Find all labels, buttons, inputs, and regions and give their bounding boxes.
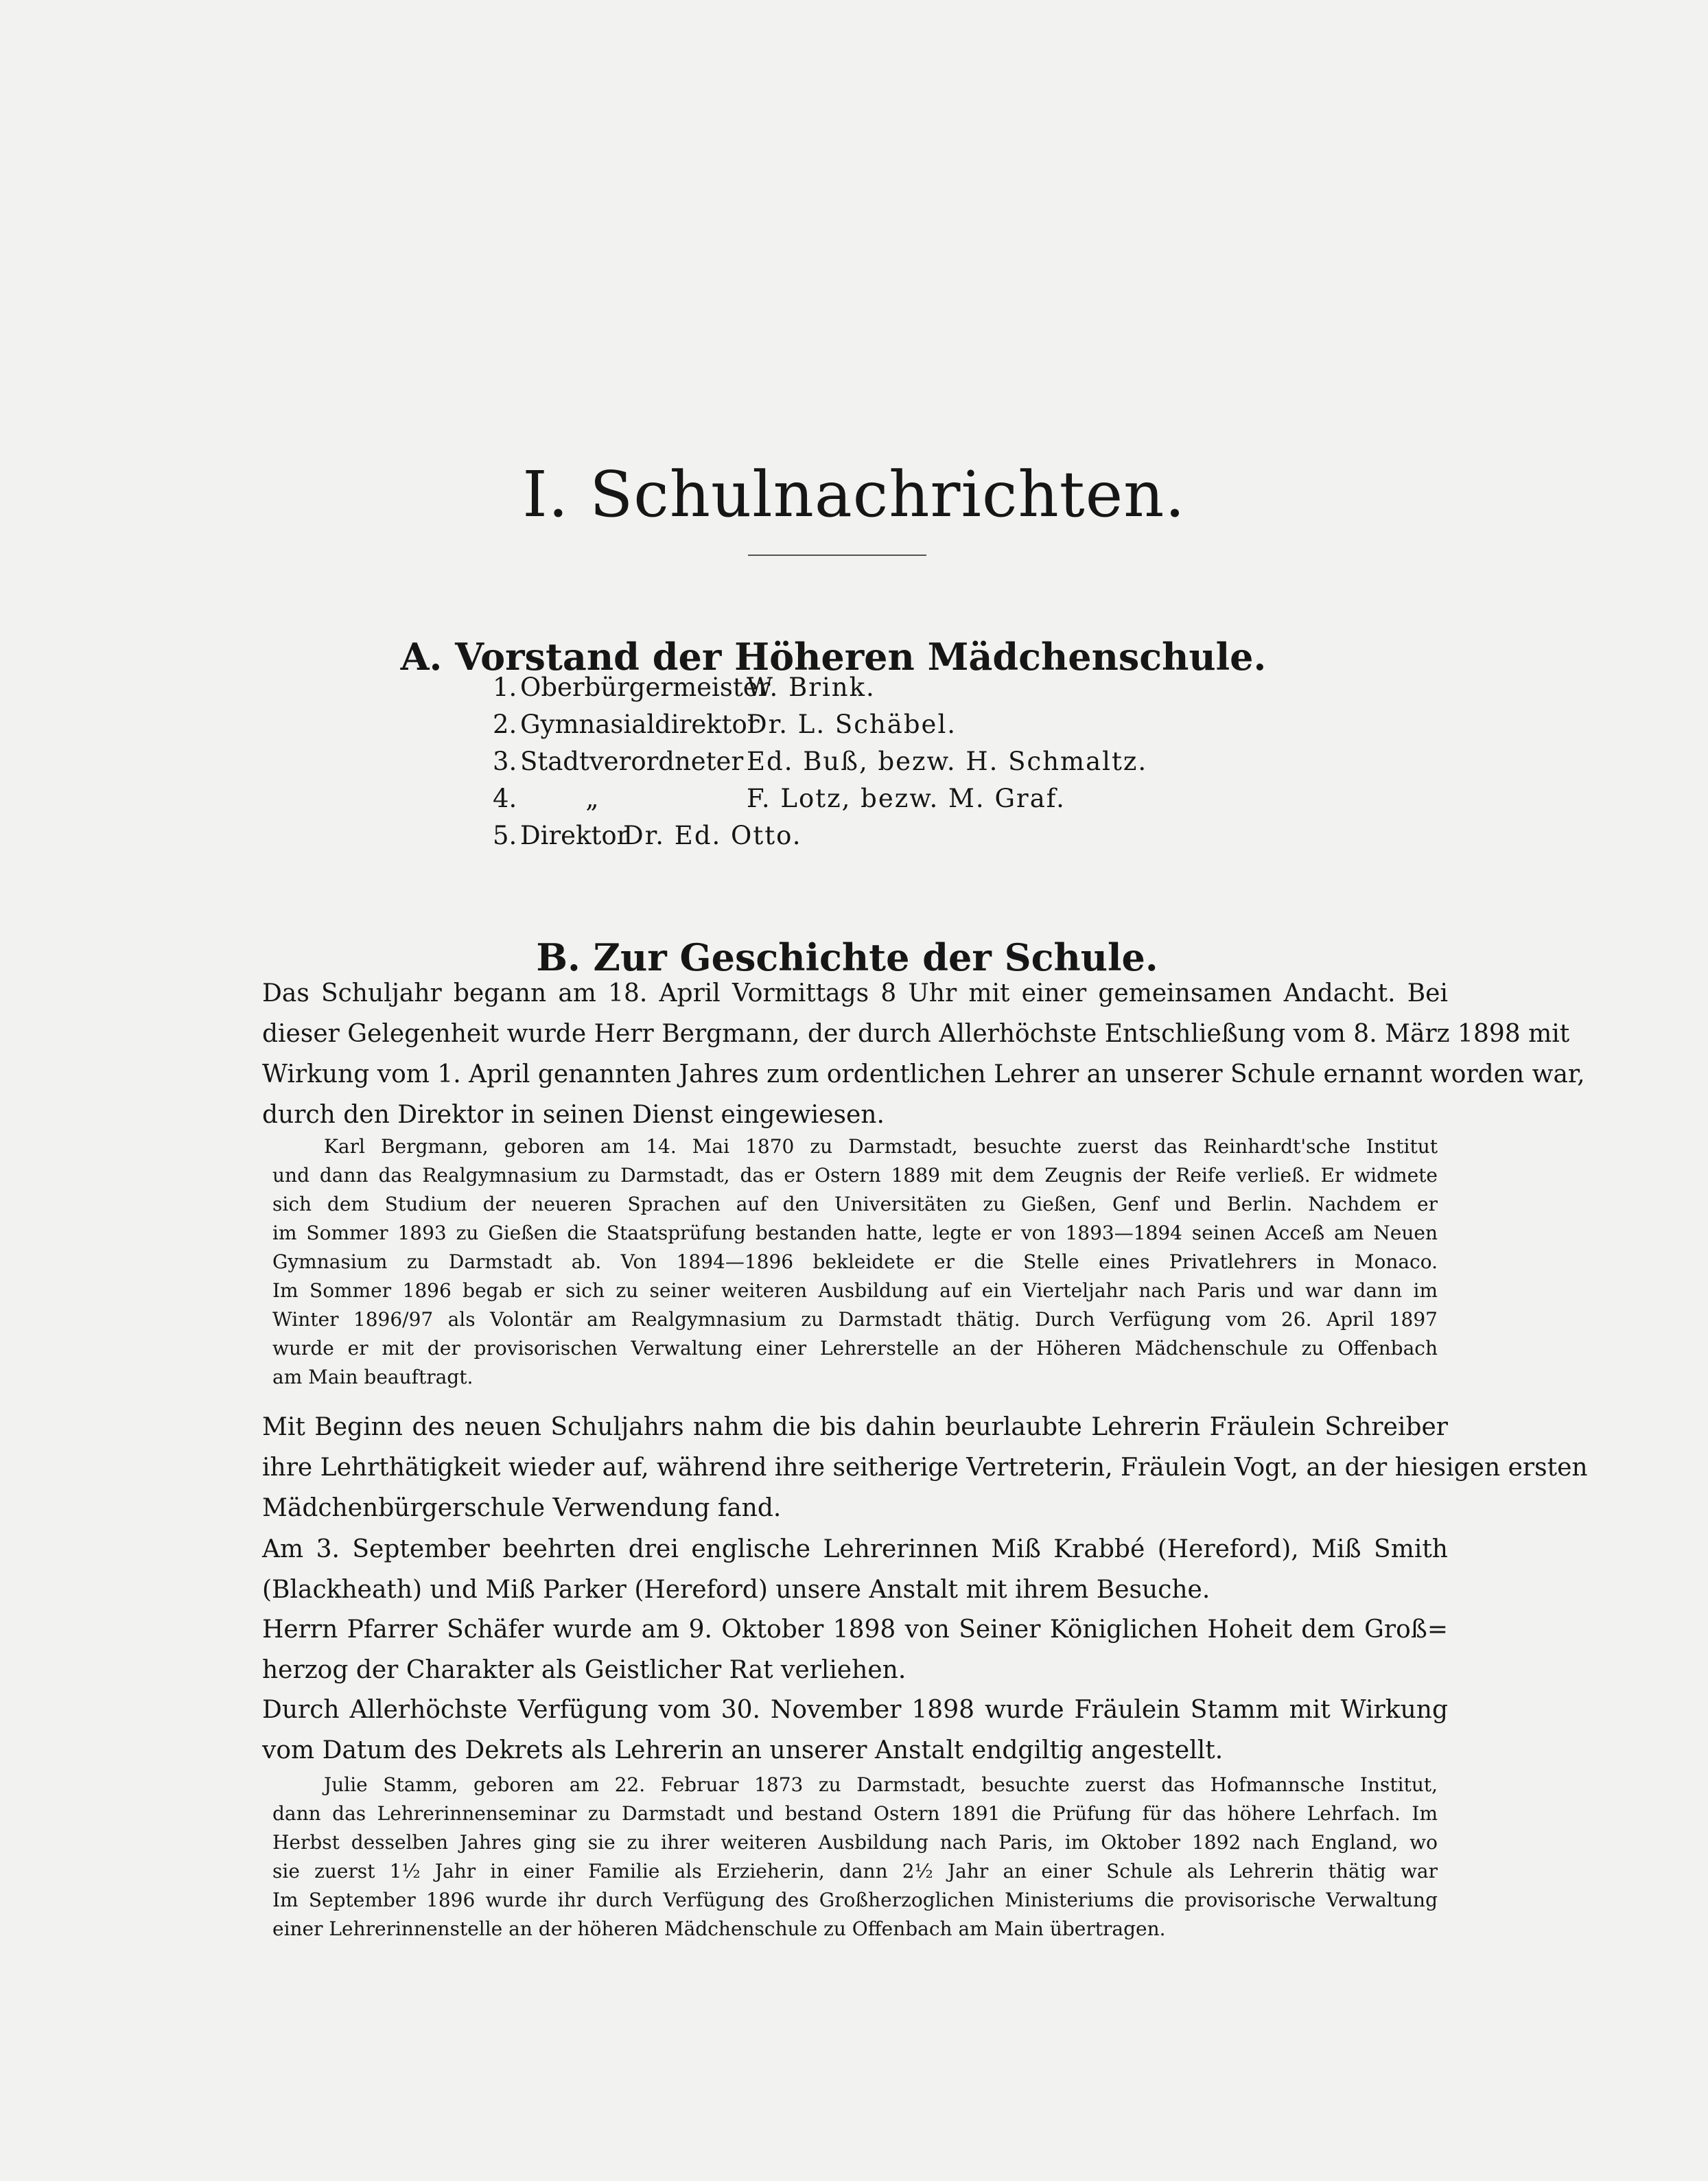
member-position: Direktor bbox=[520, 821, 629, 850]
member-number: 3. bbox=[493, 747, 517, 776]
text-line: Durch Allerhöchste Verfügung vom 30. November 1898 wurde Fräulein Stamm mit Wirkung bbox=[262, 1696, 1448, 1724]
text-line: Mit Beginn des neuen Schuljahrs nahm die bis dahin beurlaubte Lehrerin Fräulein Schreiber bbox=[262, 1413, 1448, 1441]
text-line: dann das Lehrerinnenseminar zu Darmstadt und bestand Ostern 1891 die Prüfung für das höhere Lehrfach. Im bbox=[272, 1802, 1438, 1825]
text-line: Winter 1896/97 als Volontär am Realgymnasium zu Darmstadt thätig. Durch Verfügung vom 26. April 1897 bbox=[272, 1308, 1438, 1331]
text-line: Karl Bergmann, geboren am 14. Mai 1870 zu Darmstadt, besuchte zuerst das Reinhardt'sche Institut bbox=[324, 1135, 1438, 1158]
paragraph-stamm bbox=[262, 1690, 1448, 1771]
board-member bbox=[493, 669, 1248, 706]
text-line: einer Lehrerinnenstelle an der höheren Mädchenschule zu Offenbach am Main übertragen. bbox=[272, 1917, 1166, 1940]
paragraph-schreiber bbox=[262, 1407, 1588, 1528]
text-line: Wirkung vom 1. April genannten Jahres zum ordentlichen Lehrer an unserer Schule ernannt worden war, bbox=[262, 1060, 1585, 1088]
page-title: I. Schulnachrichten. bbox=[522, 457, 1186, 531]
text-line: (Blackheath) und Miß Parker (Hereford) unsere Anstalt mit ihrem Besuche. bbox=[262, 1576, 1210, 1604]
title-divider bbox=[748, 555, 926, 556]
text-line: am Main beauftragt. bbox=[272, 1366, 473, 1388]
text-line: dieser Gelegenheit wurde Herr Bergmann, der durch Allerhöchste Entschließung vom 8. März 1898 mit bbox=[262, 1020, 1570, 1048]
member-name: Ed. Buß, bezw. H. Schmaltz. bbox=[747, 747, 1148, 776]
member-name: Dr. L. Schäbel. bbox=[747, 710, 957, 739]
text-line: wurde er mit der provisorischen Verwaltung einer Lehrerstelle an der Höheren Mädchenschule zu Offenbach bbox=[272, 1337, 1438, 1360]
text-line: Im Sommer 1896 begab er sich zu seiner weiteren Ausbildung auf ein Vierteljahr nach Paris und war dann im bbox=[272, 1279, 1438, 1302]
text-line: Herbst desselben Jahres ging sie zu ihrer weiteren Ausbildung nach Paris, im Oktober 1892 nach England, wo bbox=[272, 1831, 1438, 1854]
section-a-heading: A. Vorstand der Höheren Mädchenschule. bbox=[400, 634, 1267, 679]
member-name: F. Lotz, bezw. M. Graf. bbox=[747, 784, 1066, 813]
member-position: „ bbox=[585, 784, 599, 813]
paragraph-visitors bbox=[262, 1529, 1448, 1610]
text-line: Gymnasium zu Darmstadt ab. Von 1894—1896 bekleidete er die Stelle eines Privatlehrers in Monaco. bbox=[272, 1250, 1438, 1273]
text-line: Im September 1896 wurde ihr durch Verfügung des Großherzoglichen Ministeriums die provisorische Verwaltung bbox=[272, 1889, 1438, 1911]
member-position: Stadtverordneter bbox=[520, 747, 744, 776]
member-number: 2. bbox=[493, 710, 517, 739]
board-member bbox=[493, 743, 1248, 780]
member-position: Oberbürgermeister bbox=[520, 673, 771, 702]
board-member bbox=[493, 817, 1248, 854]
text-line: Das Schuljahr begann am 18. April Vormittags 8 Uhr mit einer gemeinsamen Andacht. Bei bbox=[262, 979, 1448, 1007]
paragraph-schaefer bbox=[262, 1609, 1448, 1690]
text-line: herzog der Charakter als Geistlicher Rat verliehen. bbox=[262, 1656, 906, 1684]
text-line: durch den Direktor in seinen Dienst eingewiesen. bbox=[262, 1101, 885, 1129]
text-line: sich dem Studium der neueren Sprachen auf den Universitäten zu Gießen, Genf und Berlin. Nachdem er bbox=[272, 1193, 1438, 1215]
footnote-bergmann bbox=[262, 1132, 1448, 1392]
text-line: Mädchenbürgerschule Verwendung fand. bbox=[262, 1494, 782, 1522]
board-list bbox=[493, 669, 1248, 854]
text-line: Herrn Pfarrer Schäfer wurde am 9. Oktober 1898 von Seiner Königlichen Hoheit dem Groß= bbox=[262, 1616, 1448, 1644]
text-line: vom Datum des Dekrets als Lehrerin an unserer Anstalt endgiltig angestellt. bbox=[262, 1736, 1224, 1764]
text-line: ihre Lehrthätigkeit wieder auf, während ihre seitherige Vertreterin, Fräulein Vogt, an der hiesigen ersten bbox=[262, 1454, 1588, 1482]
reverse-side-bleed bbox=[261, 206, 1482, 248]
text-line: sie zuerst 1½ Jahr in einer Familie als Erzieherin, dann 2½ Jahr an einer Schule als Lehrerin thätig war bbox=[272, 1860, 1438, 1882]
member-name: Dr. Ed. Otto. bbox=[623, 821, 802, 850]
member-number: 4. bbox=[493, 784, 517, 813]
board-member bbox=[493, 780, 1248, 817]
text-line: und dann das Realgymnasium zu Darmstadt, das er Ostern 1889 mit dem Zeugnis der Reife verließ. Er widmete bbox=[272, 1164, 1438, 1187]
board-member bbox=[493, 706, 1248, 743]
member-position: Gymnasialdirektor bbox=[520, 710, 760, 739]
section-b-heading: B. Zur Geschichte der Schule. bbox=[536, 935, 1158, 979]
footnote-stamm bbox=[262, 1771, 1448, 1944]
paragraph-opening bbox=[262, 973, 1585, 1135]
member-name: W. Brink. bbox=[747, 673, 876, 702]
text-line: im Sommer 1893 zu Gießen die Staatsprüfung bestanden hatte, legte er von 1893—1894 seinen Acceß am Neuen bbox=[272, 1222, 1438, 1244]
member-number: 5. bbox=[493, 821, 517, 850]
text-line: Am 3. September beehrten drei englische Lehrerinnen Miß Krabbé (Hereford), Miß Smith bbox=[262, 1535, 1448, 1563]
member-number: 1. bbox=[493, 673, 517, 702]
text-line: Julie Stamm, geboren am 22. Februar 1873 zu Darmstadt, besuchte zuerst das Hofmannsche Institut, bbox=[324, 1773, 1438, 1796]
